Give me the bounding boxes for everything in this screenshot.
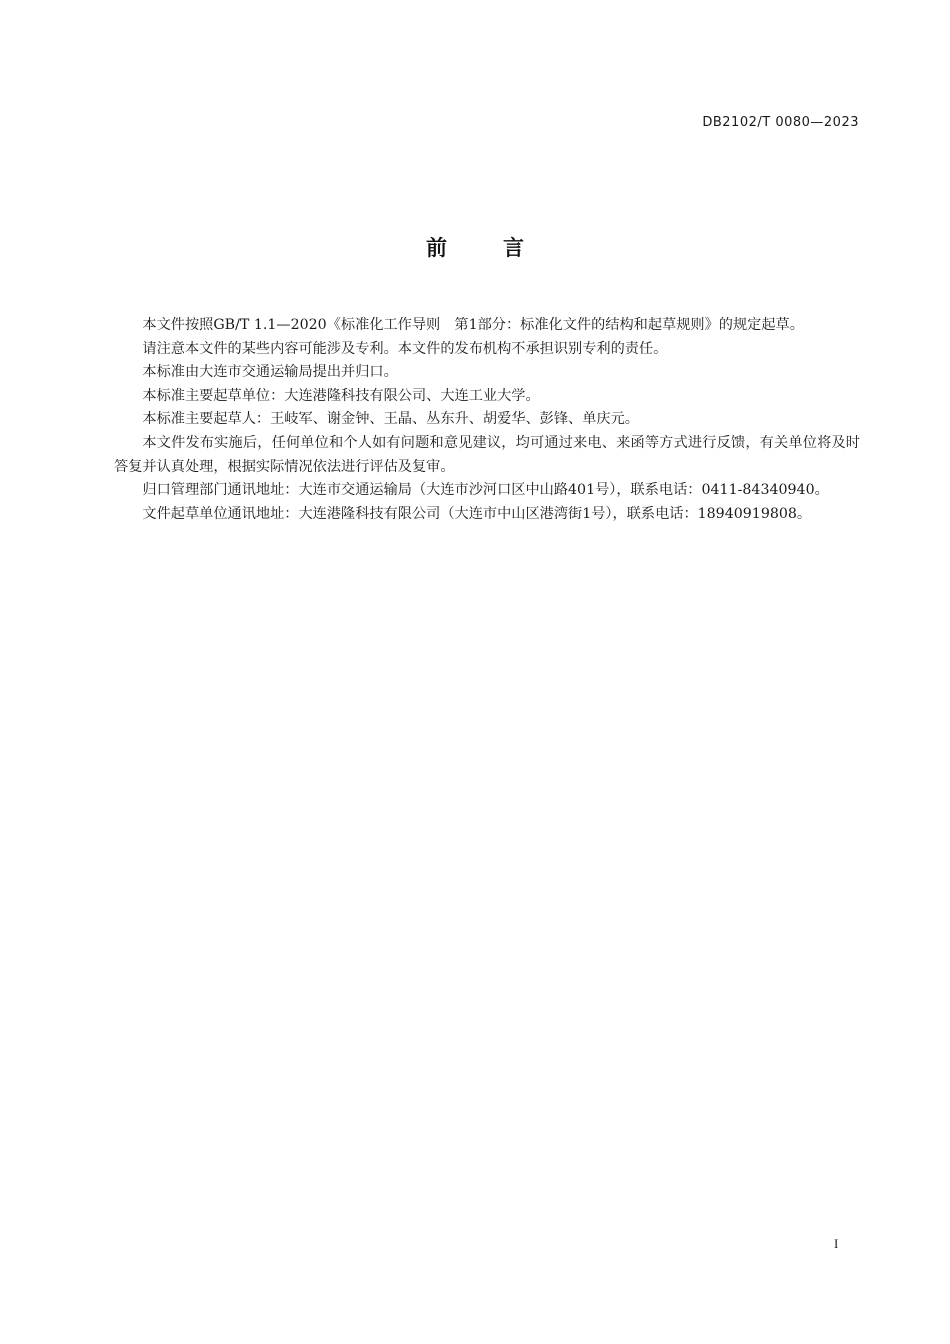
paragraph-authority-address: 归口管理部门通讯地址：大连市交通运输局（大连市沙河口区中山路401号），联系电话：0411-84340940。 — [142, 482, 829, 499]
paragraph-patent-notice: 请注意本文件的某些内容可能涉及专利。本文件的发布机构不承担识别专利的责任。 — [142, 340, 668, 357]
page-number: I — [834, 1236, 839, 1251]
paragraph-drafters: 本标准主要起草人：王岐军、谢金钟、王晶、丛东升、胡爱华、彭锋、单庆元。 — [142, 411, 639, 428]
page-title: 前言 — [426, 236, 580, 260]
paragraph-drafting-rules: 本文件按照GB/T 1.1—2020《标准化工作导则 第1部分：标准化文件的结构和起草规则》的规定起草。 — [142, 317, 804, 333]
paragraph-drafting-units: 本标准主要起草单位：大连港隆科技有限公司、大连工业大学。 — [142, 387, 540, 404]
document-number: DB2102/T 0080—2023 — [702, 115, 859, 130]
paragraph-drafter-address: 文件起草单位通讯地址：大连港隆科技有限公司（大连市中山区港湾街1号），联系电话：18940919808。 — [142, 505, 812, 522]
foreword-body — [114, 314, 860, 526]
paragraph-proposer: 本标准由大连市交通运输局提出并归口。 — [142, 364, 398, 381]
paragraph-feedback: 本文件发布实施后，任何单位和个人如有问题和意见建议，均可通过来电、来函等方式进行反馈，有关单位将及时答复并认真处理，根据实际情况依法进行评估及复审。 — [114, 434, 860, 475]
